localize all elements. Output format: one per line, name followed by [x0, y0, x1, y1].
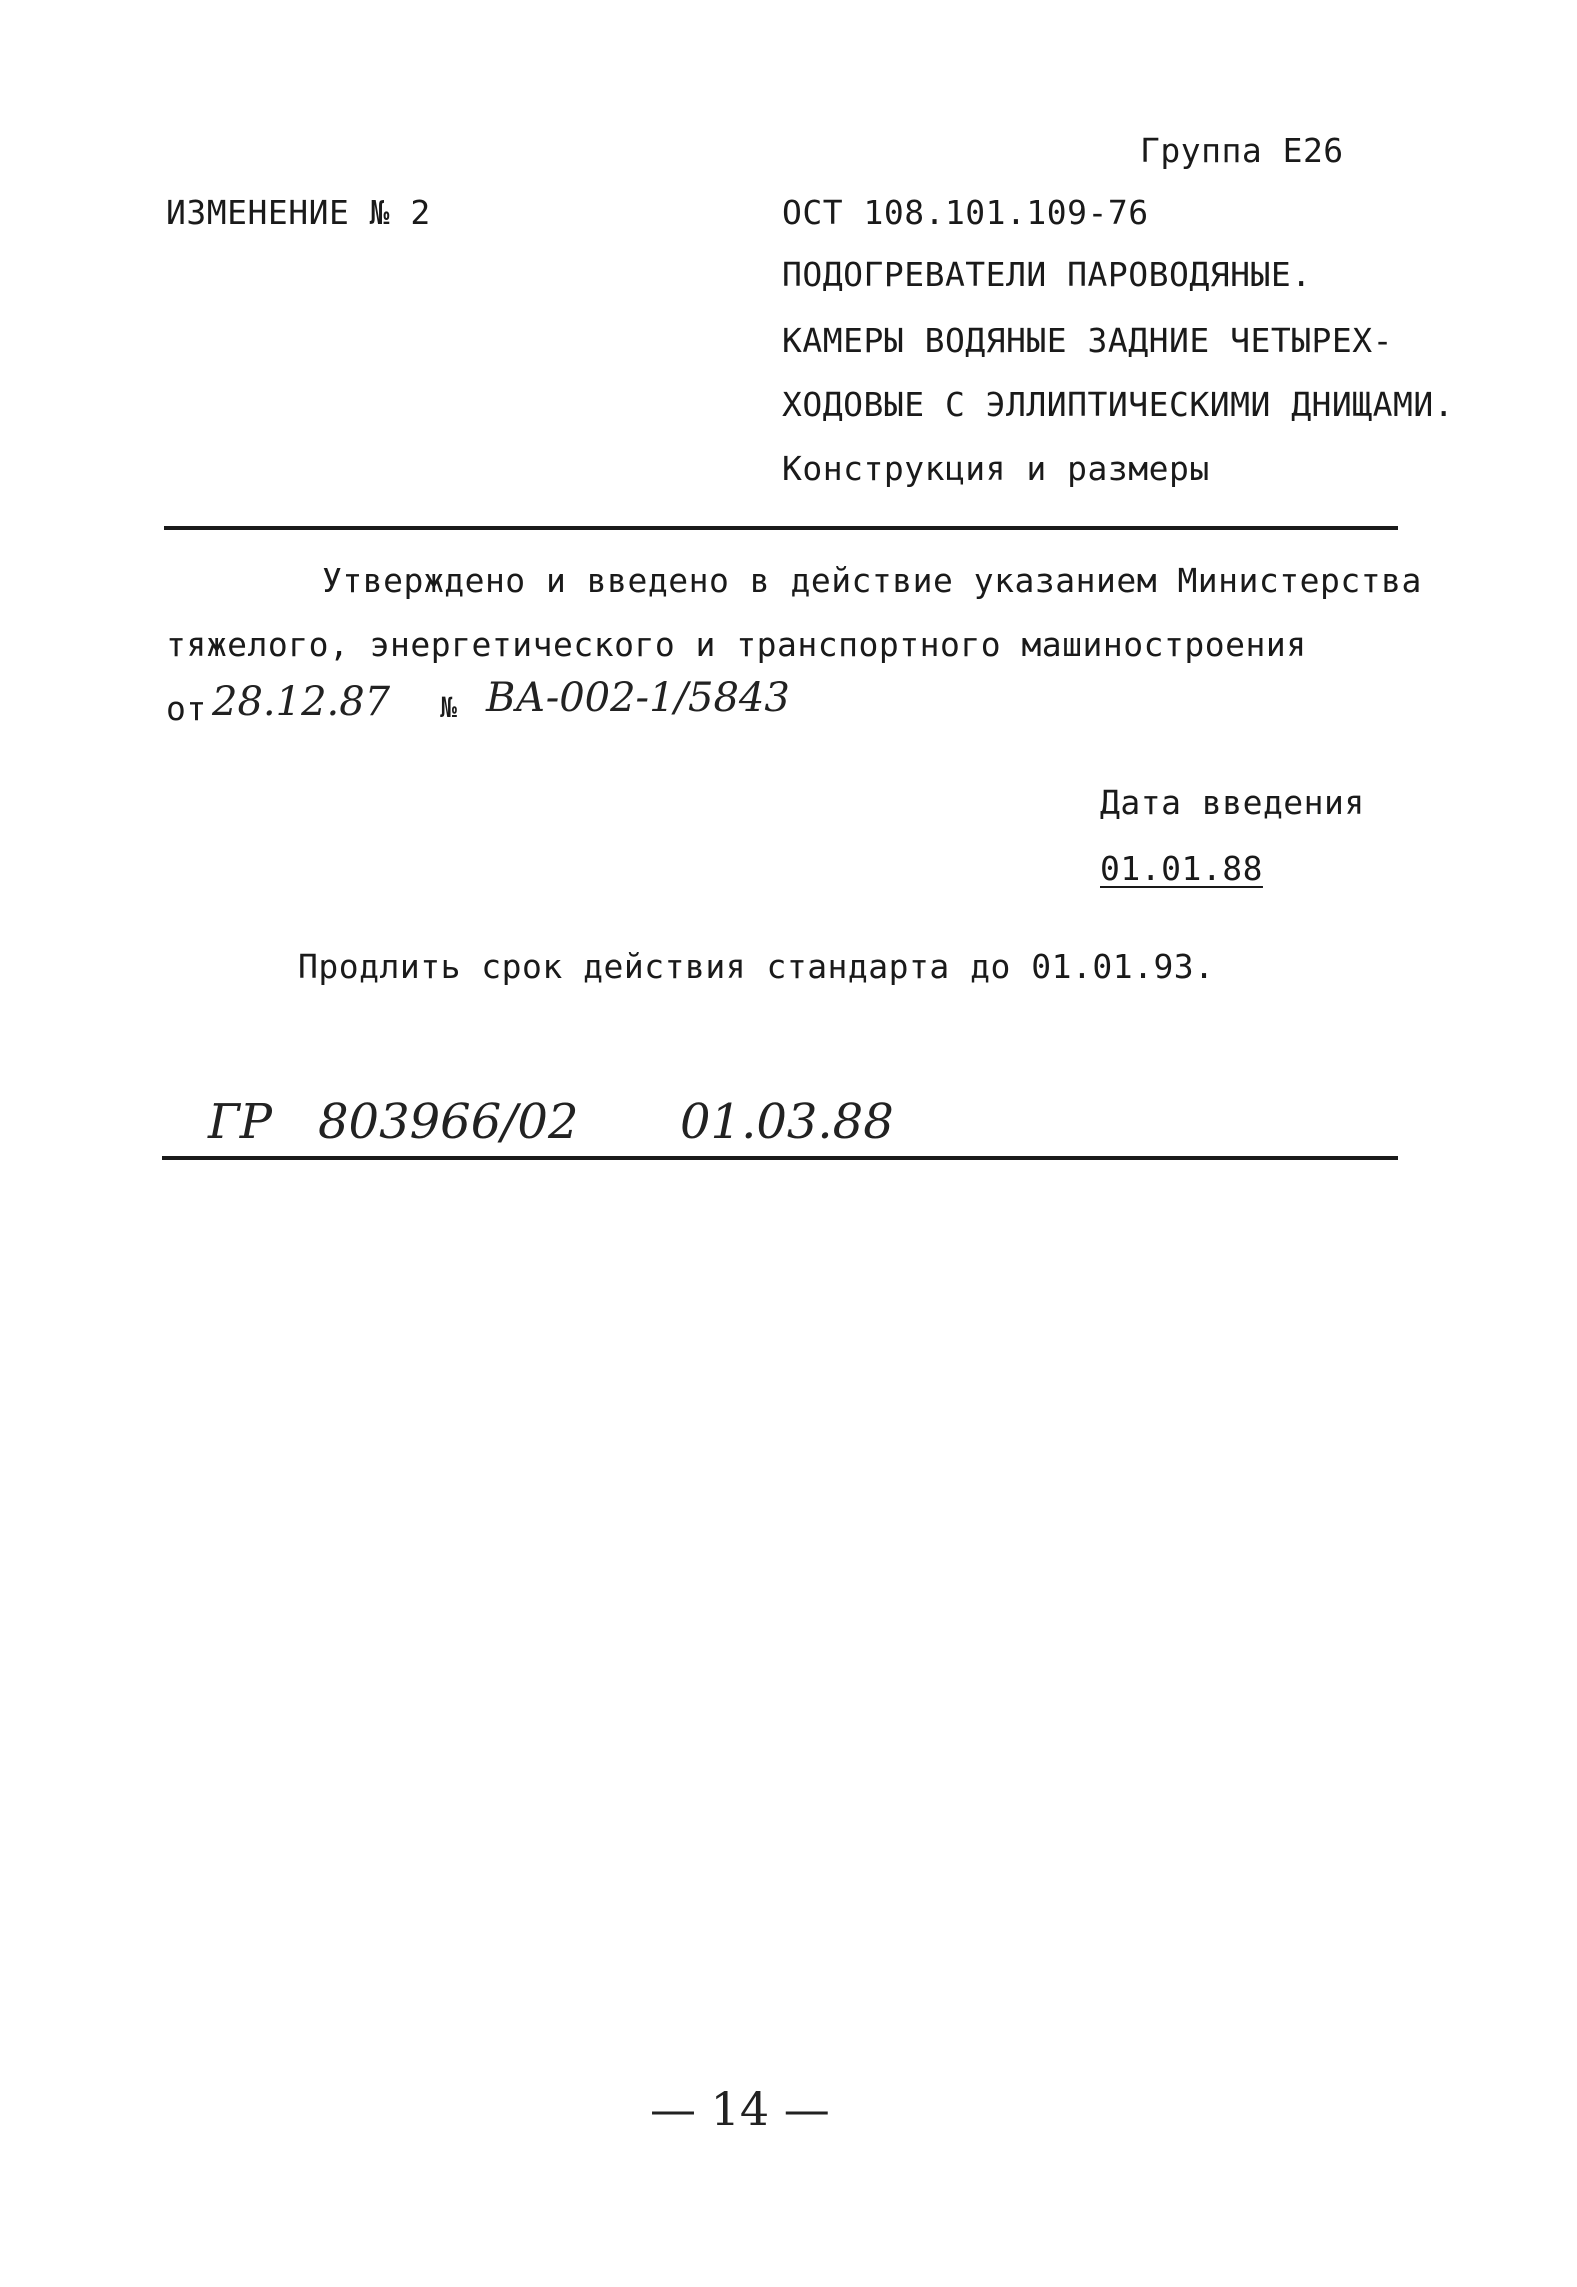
effective-date-value: 01.01.88 — [1100, 849, 1263, 888]
title-line-3: ХОДОВЫЕ С ЭЛЛИПТИЧЕСКИМИ ДНИЩАМИ. — [782, 385, 1455, 424]
approval-line-1: Утверждено и введено в действие указанием Министерства — [322, 561, 1422, 600]
effective-date-label: Дата введения — [1100, 783, 1365, 822]
approval-from-label: от — [166, 689, 207, 728]
registration-number: 803966/02 — [318, 1094, 579, 1150]
title-line-2: КАМЕРЫ ВОДЯНЫЕ ЗАДНИЕ ЧЕТЫРЕХ- — [782, 321, 1394, 360]
extension-text: Продлить срок действия стандарта до 01.01.93. — [298, 947, 1215, 986]
registration-code: ГР — [208, 1094, 273, 1150]
approval-number-handwritten: ВА-002-1/5843 — [486, 675, 790, 721]
group-label: Группа Е26 — [1140, 131, 1344, 170]
approval-line-2: тяжелого, энергетического и транспортного машиностроения — [166, 625, 1307, 664]
approval-number-label: № — [440, 691, 458, 724]
registration-date: 01.03.88 — [680, 1094, 894, 1150]
change-label: ИЗМЕНЕНИЕ № 2 — [166, 193, 431, 232]
title-line-4: Конструкция и размеры — [782, 449, 1210, 488]
approval-date-handwritten: 28.12.87 — [212, 679, 391, 725]
registration-divider — [162, 1156, 1398, 1160]
standard-number: ОСТ 108.101.109-76 — [782, 193, 1149, 232]
title-line-1: ПОДОГРЕВАТЕЛИ ПАРОВОДЯНЫЕ. — [782, 255, 1312, 294]
page-number: — 14 — — [650, 2082, 830, 2136]
header-divider — [164, 526, 1398, 530]
